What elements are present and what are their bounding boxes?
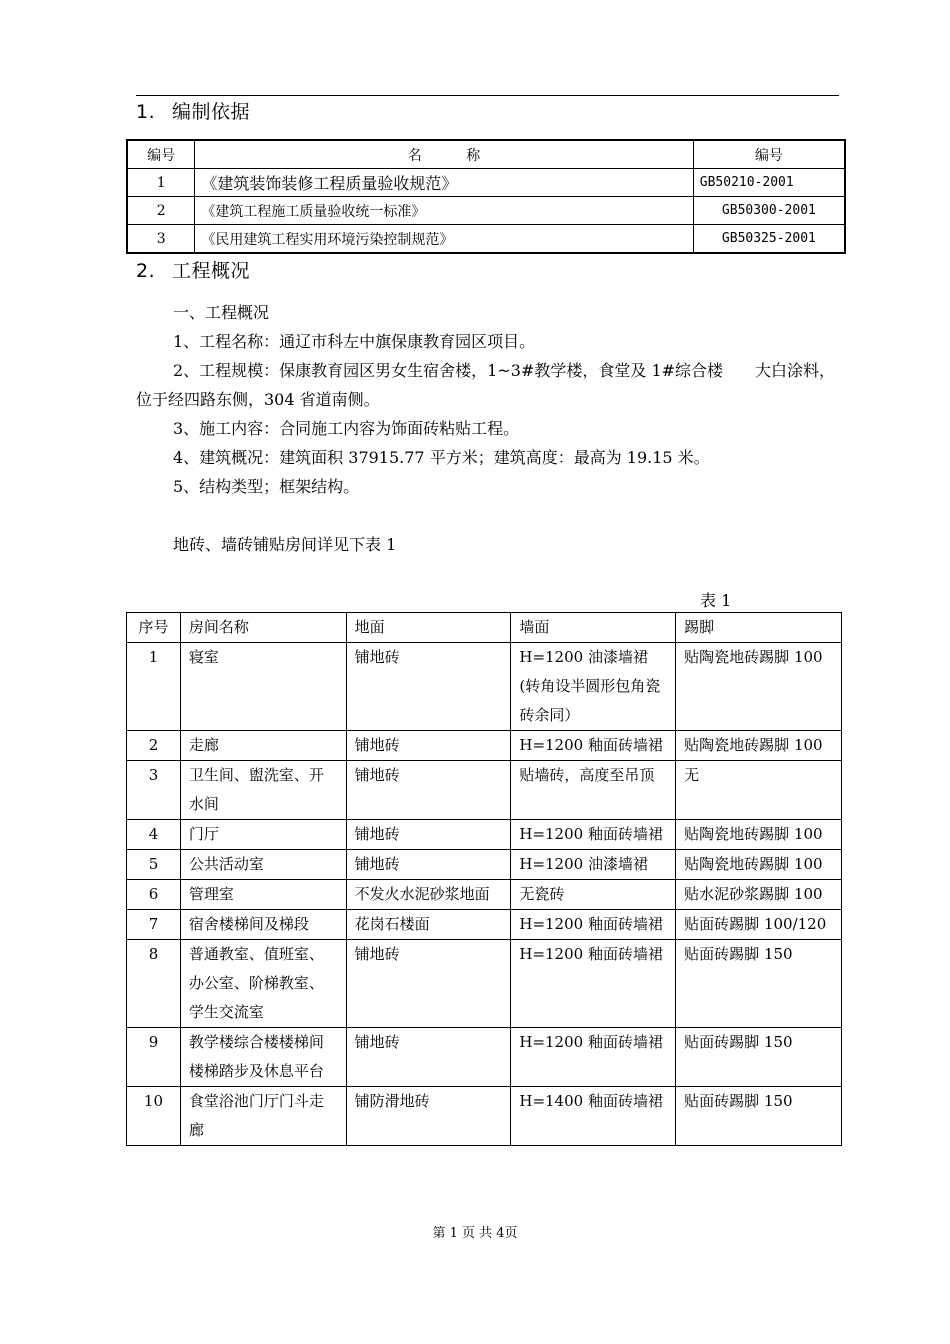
cell-skirting: 贴面砖踢脚 150	[676, 1087, 842, 1146]
cell-no: 6	[127, 880, 181, 910]
cell-floor: 铺地砖	[346, 643, 511, 731]
table-caption: 表 1	[700, 591, 732, 610]
cell-no: 8	[127, 940, 181, 1028]
cell-wall: 无瓷砖	[511, 880, 676, 910]
cell-no: 9	[127, 1028, 181, 1087]
table-row	[127, 643, 842, 731]
table-row	[127, 731, 842, 761]
ref-name: 《建筑工程施工质量验收统一标准》	[195, 197, 693, 225]
section-1-heading	[136, 97, 250, 124]
cell-wall: H=1200 釉面砖墙裙	[511, 1028, 676, 1087]
table-row	[127, 850, 842, 880]
cell-wall: H=1200 釉面砖墙裙	[511, 910, 676, 940]
cell-no: 4	[127, 820, 181, 850]
cell-skirting: 无	[676, 761, 842, 820]
table-row	[127, 820, 842, 850]
header-cell: 房间名称	[180, 613, 346, 643]
cell-wall: H=1200 油漆墙裙	[511, 850, 676, 880]
ref-no: 3	[127, 225, 195, 254]
overview-line: 一、工程概况	[173, 303, 270, 322]
cell-floor: 铺防滑地砖	[346, 1087, 511, 1146]
header-cell: 踢脚	[676, 613, 842, 643]
cell-room: 宿舍楼梯间及梯段	[180, 910, 346, 940]
cell-room: 卫生间、盥洗室、开水间	[180, 761, 346, 820]
section-2-heading	[136, 256, 250, 283]
cell-no: 2	[127, 731, 181, 761]
page-footer: 第 1 页 共 4页	[432, 1226, 518, 1241]
ref-code: GB50325-2001	[693, 225, 845, 254]
cell-no: 3	[127, 761, 181, 820]
overview-line: 3、施工内容：合同施工内容为饰面砖粘贴工程。	[173, 419, 520, 438]
cell-floor: 铺地砖	[346, 731, 511, 761]
cell-wall: H=1200 油漆墙裙(转角设半圆形包角瓷砖余同）	[511, 643, 676, 731]
rooms-table	[126, 612, 842, 1146]
table-row	[127, 1028, 842, 1087]
cell-skirting: 贴陶瓷地砖踢脚 100	[676, 820, 842, 850]
section-1-title: 编制依据	[172, 101, 251, 123]
table-row	[127, 940, 842, 1028]
cell-skirting: 贴面砖踢脚 100/120	[676, 910, 842, 940]
cell-room: 食堂浴池门厅门斗走廊	[180, 1087, 346, 1146]
table-row	[127, 761, 842, 820]
header-cell: 地面	[346, 613, 511, 643]
ref-code: GB50210-2001	[693, 169, 845, 197]
table-row	[127, 880, 842, 910]
cell-floor: 铺地砖	[346, 820, 511, 850]
table-row	[127, 169, 845, 197]
cell-room: 门厅	[180, 820, 346, 850]
table-intro-text: 地砖、墙砖铺贴房间详见下表 1	[173, 535, 397, 554]
cell-no: 7	[127, 910, 181, 940]
cell-floor: 铺地砖	[346, 940, 511, 1028]
header-cell: 编号	[127, 140, 195, 169]
header-rule	[136, 95, 839, 96]
cell-room: 管理室	[180, 880, 346, 910]
cell-room: 教学楼综合楼楼梯间楼梯踏步及休息平台	[180, 1028, 346, 1087]
cell-skirting: 贴陶瓷地砖踢脚 100	[676, 731, 842, 761]
section-1-number: 1.	[136, 101, 156, 123]
ref-name: 《民用建筑工程实用环境污染控制规范》	[195, 225, 693, 254]
cell-no: 1	[127, 643, 181, 731]
table-intro	[136, 530, 841, 559]
cell-wall: H=1200 釉面砖墙裙	[511, 731, 676, 761]
ref-no: 2	[127, 197, 195, 225]
cell-room: 公共活动室	[180, 850, 346, 880]
cell-skirting: 贴面砖踢脚 150	[676, 1028, 842, 1087]
cell-wall: H=1200 釉面砖墙裙	[511, 940, 676, 1028]
cell-room: 走廊	[180, 731, 346, 761]
cell-floor: 花岗石楼面	[346, 910, 511, 940]
overview-line: 2、工程规模：保康教育园区男女生宿舍楼，1~3#教学楼，食堂及 1#综合楼 大白涂料，位于经四路东侧，304 省道南侧。	[136, 361, 836, 409]
section-2-title: 工程概况	[172, 260, 251, 282]
cell-floor: 铺地砖	[346, 761, 511, 820]
table-row	[127, 1087, 842, 1146]
cell-room: 普通教室、值班室、办公室、阶梯教室、学生交流室	[180, 940, 346, 1028]
overview-line: 5、结构类型；框架结构。	[173, 477, 360, 496]
ref-name: 《建筑装饰装修工程质量验收规范》	[195, 169, 693, 197]
overview-text	[136, 298, 841, 501]
ref-code: GB50300-2001	[693, 197, 845, 225]
overview-line: 1、工程名称：通辽市科左中旗保康教育园区项目。	[173, 332, 536, 351]
header-cell: 名 称	[195, 140, 693, 169]
cell-wall: H=1400 釉面砖墙裙	[511, 1087, 676, 1146]
cell-wall: 贴墙砖，高度至吊顶	[511, 761, 676, 820]
cell-skirting: 贴陶瓷地砖踢脚 100	[676, 643, 842, 731]
cell-wall: H=1200 釉面砖墙裙	[511, 820, 676, 850]
cell-skirting: 贴水泥砂浆踢脚 100	[676, 880, 842, 910]
cell-no: 10	[127, 1087, 181, 1146]
cell-room: 寝室	[180, 643, 346, 731]
cell-floor: 不发火水泥砂浆地面	[346, 880, 511, 910]
ref-no: 1	[127, 169, 195, 197]
cell-floor: 铺地砖	[346, 850, 511, 880]
table-header-row	[127, 613, 842, 643]
cell-floor: 铺地砖	[346, 1028, 511, 1087]
cell-skirting: 贴面砖踢脚 150	[676, 940, 842, 1028]
section-2-number: 2.	[136, 260, 156, 282]
header-cell: 编号	[693, 140, 845, 169]
header-cell: 墙面	[511, 613, 676, 643]
cell-no: 5	[127, 850, 181, 880]
table-row	[127, 197, 845, 225]
table-header-row	[127, 140, 845, 169]
table-row	[127, 225, 845, 254]
overview-line: 4、建筑概况：建筑面积 37915.77 平方米；建筑高度：最高为 19.15 米。	[173, 448, 710, 467]
reference-standards-table	[126, 139, 846, 254]
header-cell: 序号	[127, 613, 181, 643]
table-row	[127, 910, 842, 940]
cell-skirting: 贴陶瓷地砖踢脚 100	[676, 850, 842, 880]
